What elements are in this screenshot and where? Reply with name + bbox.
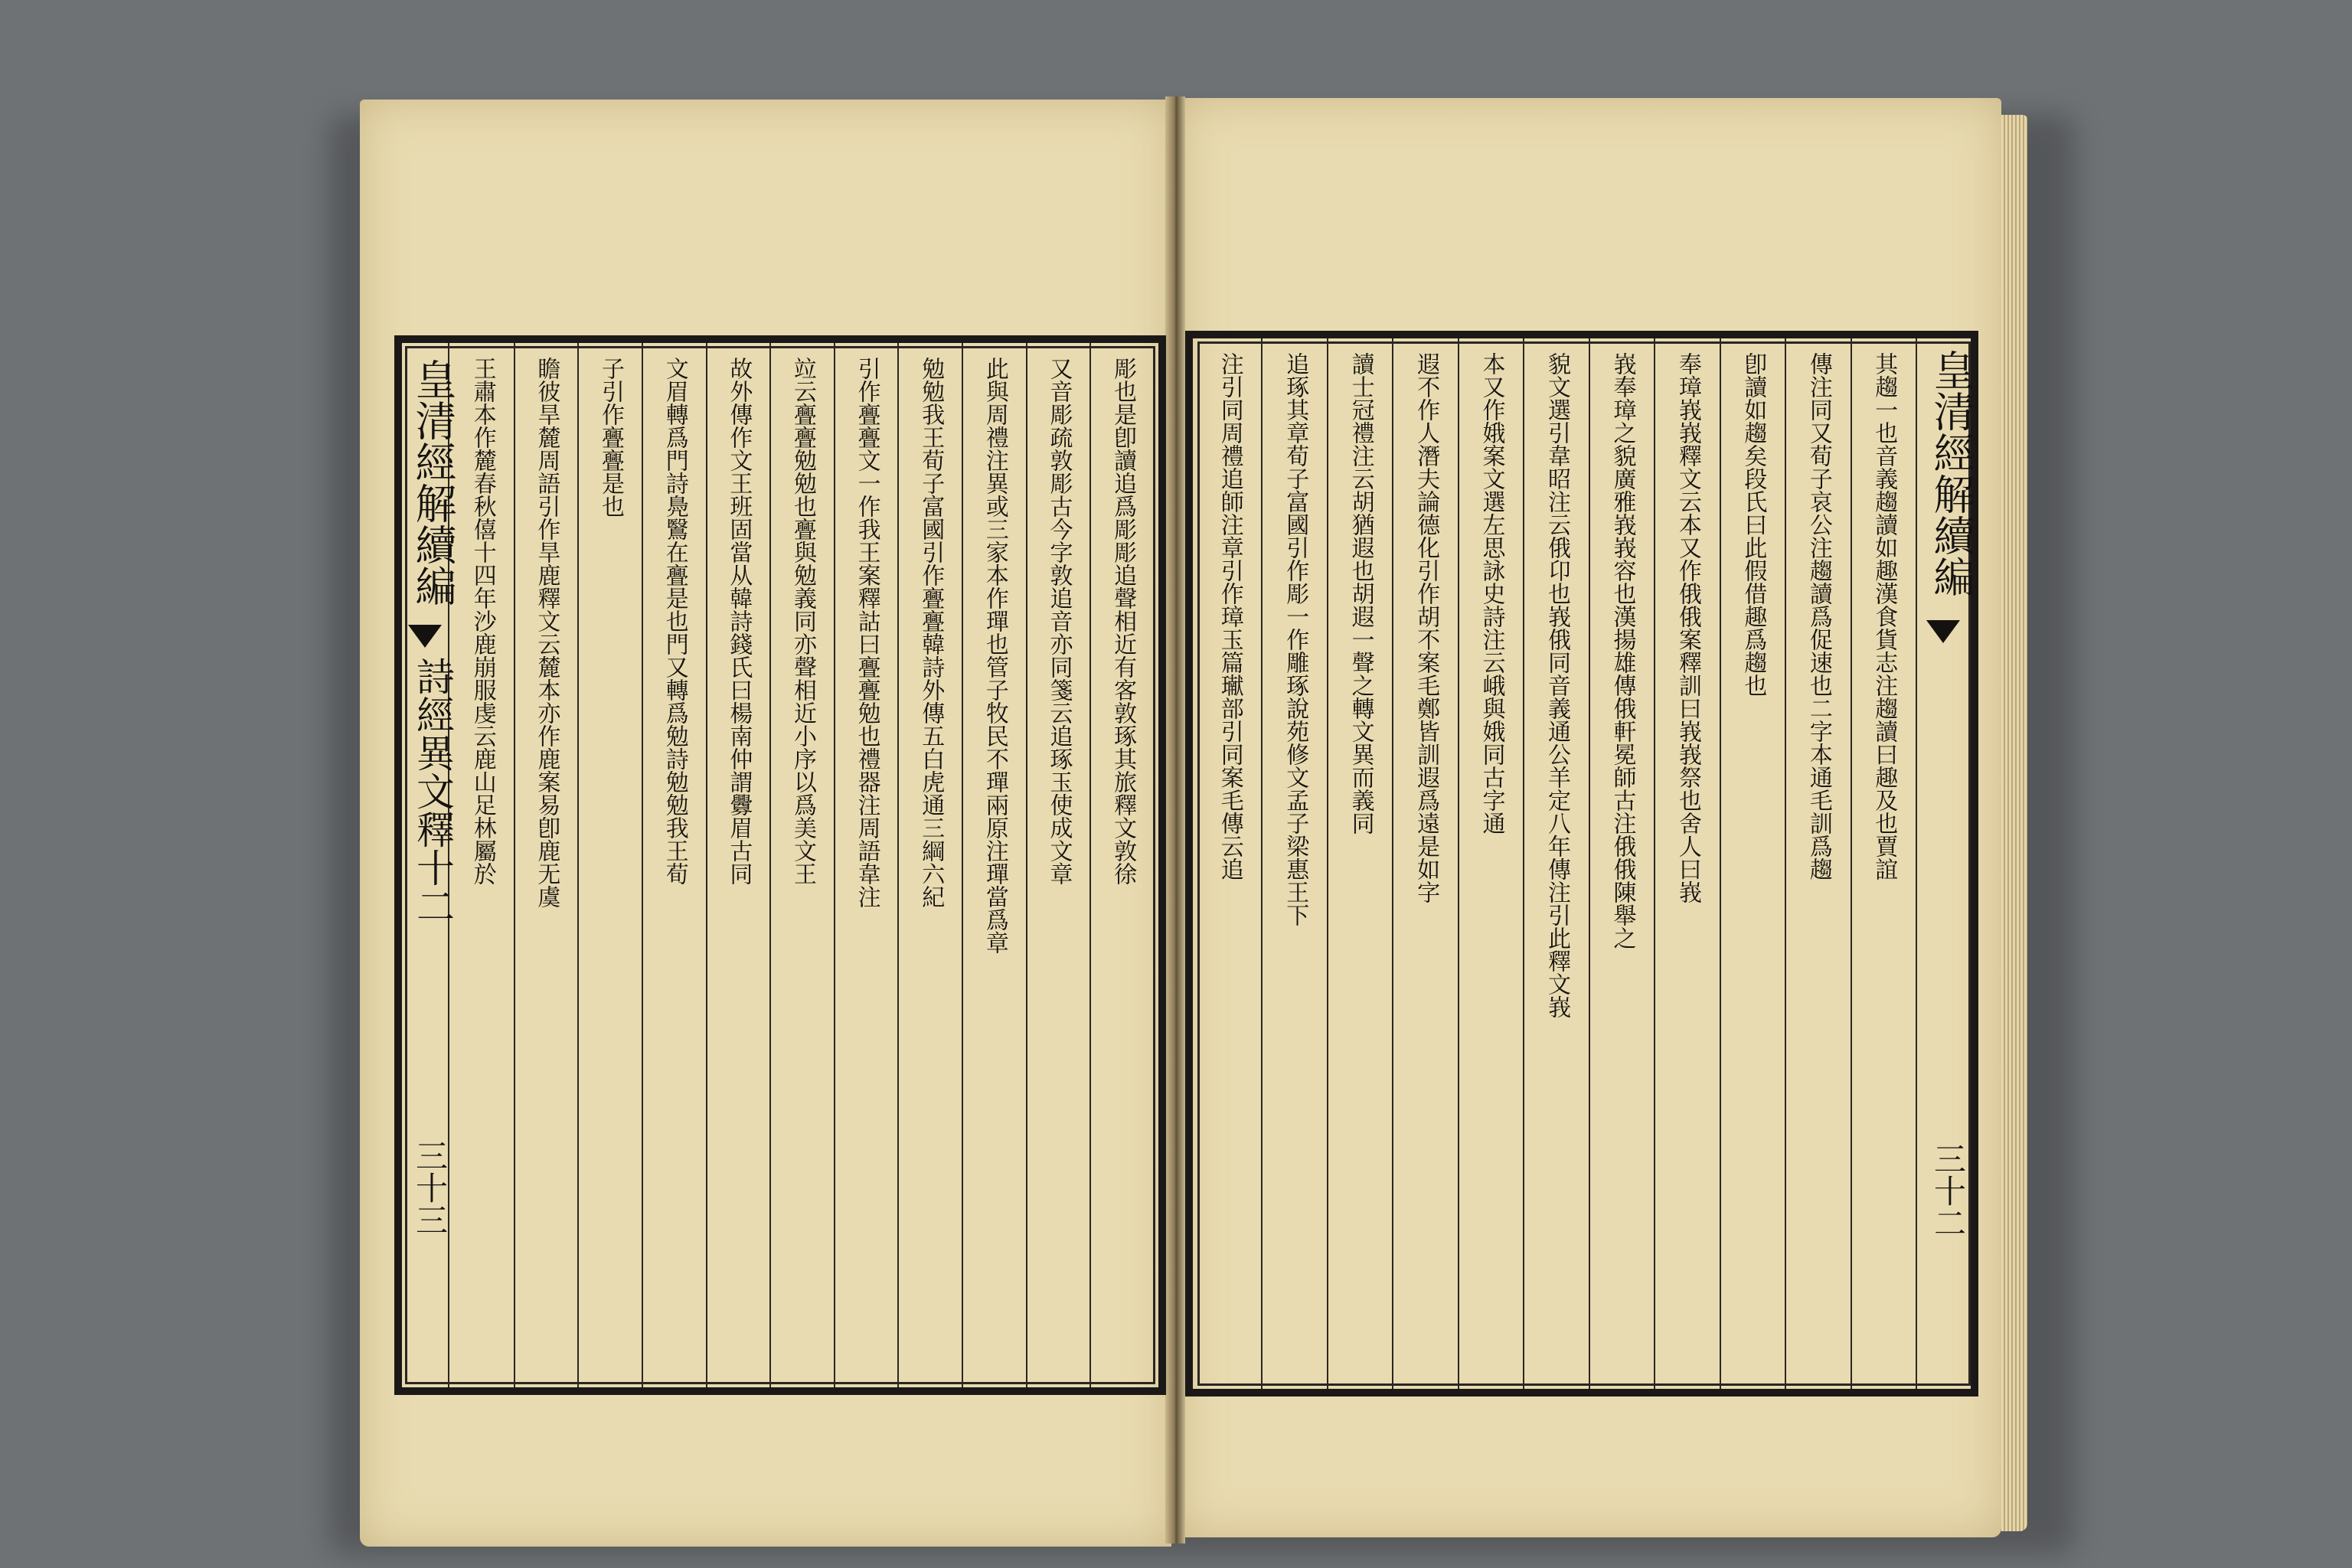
column-text: 彫也是卽讀追爲彫彫追聲相近有客敦琢其旅釋文敦徐 [1109,357,1137,885]
right-block-title: 皇清經解續編 [1927,349,1975,597]
text-column [769,343,834,1387]
column-text: 傳注同又荀子哀公注趨讀爲促速也二字本通毛訓爲趨 [1805,352,1832,880]
right-text-frame [1185,331,1978,1396]
text-column [1785,338,1850,1389]
text-column [577,343,642,1387]
right-block-margin [1916,338,1975,1389]
text-column [1851,338,1916,1389]
column-text: 文眉轉爲門詩鳧鷖在亹是也門又轉爲勉詩勉勉我王荀 [661,357,688,885]
text-column [1261,338,1326,1389]
text-column [897,343,962,1387]
left-block-title: 皇清經解續編 [409,358,457,606]
column-text: 子引作亹亹是也 [597,357,625,518]
column-text: 此與周禮注異或三家本作𤩧也管子牧民不𤩧兩原注𤩧當爲章 [981,357,1008,954]
column-text: 又音彫疏敦彫古今字敦追音亦同箋云追琢玉使成文章 [1045,357,1073,885]
right-columns [1197,338,1916,1389]
column-text: 王肅本作麓春秋僖十四年沙鹿崩服虔云鹿山足林屬於 [469,357,496,885]
column-text: 本又作娥案文選左思詠史詩注云峨與娥同古字通 [1478,352,1505,835]
text-column [1720,338,1785,1389]
column-text: 注引同周禮追師注章引作璋玉篇𤩽部引同案毛傳云追 [1216,352,1243,880]
column-text: 貌文選引韋昭注云俄卬也峩俄同音義通公羊定八年傳注引此釋文峩 [1544,352,1570,1018]
text-column [1458,338,1523,1389]
column-text: 其趨一也音義趨讀如趣漢食貨志注趨讀曰趣及也賈誼 [1870,352,1898,880]
column-text: 遐不作人潛夫論德化引作胡不案毛鄭皆訓遐爲遠是如字 [1413,352,1440,903]
left-columns [451,343,1154,1387]
column-text: 卽讀如趨矣段氏曰此假借趣爲趨也 [1740,352,1767,697]
left-block-margin [402,343,457,1387]
column-text: 勉勉我王荀子富國引作亹亹韓詩外傳五白虎通三綱六紀 [917,357,945,908]
text-column [1589,338,1654,1389]
text-column [1197,338,1261,1389]
left-folio-number: 三十三 [411,1139,449,1236]
text-column [706,343,770,1387]
text-column [1327,338,1392,1389]
column-text: 瞻彼旱麓周語引作旱鹿釋文云麓本亦作鹿案易卽鹿无虞 [533,357,560,908]
page-edges [2001,115,2027,1531]
left-block-section: 詩經異文釋十二 [410,657,455,925]
column-text: 讀士冠禮注云胡猶遐也胡遐一聲之轉文異而義同 [1347,352,1374,835]
column-text: 追琢其章荀子富國引作彫一作雕琢說苑修文孟子梁惠王下 [1282,352,1309,926]
text-column [1654,338,1719,1389]
column-text: 竝云亹亹勉勉也亹與勉義同亦聲相近小序以爲美文王 [789,357,816,885]
text-column [1026,343,1090,1387]
column-text: 引作亹亹文一作我王案釋詁曰亹亹勉也禮器注周語韋注 [853,357,880,908]
text-column [642,343,706,1387]
text-column [834,343,898,1387]
book-spine [1165,96,1185,1544]
right-folio-number: 三十二 [1929,1142,1967,1239]
column-text: 峩奉璋之貌廣雅峩峩容也漢揚雄傳俄軒冕師古注俄俄陳舉之 [1609,352,1636,949]
fishtail-mark [408,625,442,648]
left-text-frame [394,335,1166,1395]
text-column [514,343,578,1387]
column-text: 故外傳作文王班固當从韓詩錢氏曰楊南仲謂釁眉古同 [725,357,753,885]
text-column [1392,338,1457,1389]
text-column [962,343,1026,1387]
fishtail-mark-right [1926,620,1960,643]
text-column [1523,338,1588,1389]
column-text: 奉璋峩峩釋文云本又作俄俄案釋訓曰峩峩祭也舍人曰峩 [1674,352,1701,903]
text-column [1089,343,1154,1387]
